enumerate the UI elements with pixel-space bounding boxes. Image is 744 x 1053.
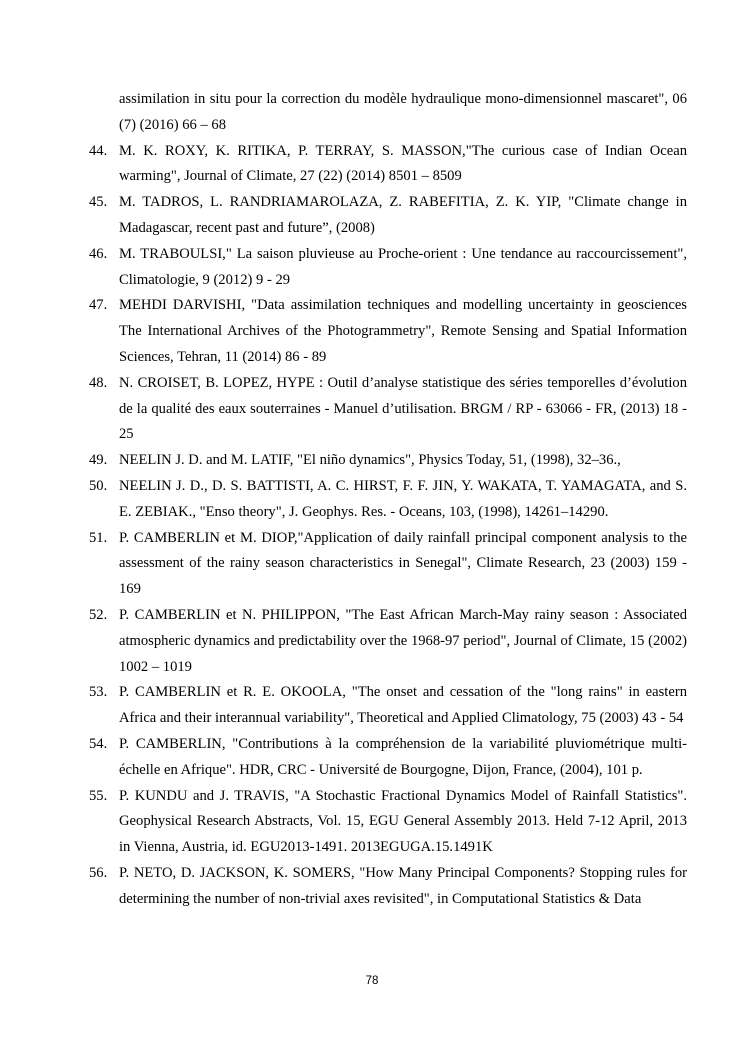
- reference-item-50: [89, 474, 687, 526]
- reference-text: MEHDI DARVISHI, "Data assimilation techniques and modelling uncertainty in geosciences The International Archives of the Photogrammetry", Remote Sensing and Spatial Information Sciences, Tehran, 11 (2014) 86 - 89: [119, 297, 687, 365]
- reference-item-53: [89, 680, 687, 732]
- reference-text: M. K. ROXY, K. RITIKA, P. TERRAY, S. MASSON,"The curious case of Indian Ocean warming", Journal of Climate, 27 (22) (2014) 8501 – 8509: [119, 142, 687, 185]
- reference-number: 49.: [89, 452, 108, 469]
- reference-text: P. KUNDU and J. TRAVIS, "A Stochastic Fractional Dynamics Model of Rainfall Statistics". Geophysical Research Abstracts, Vol. 15, EGU General Assembly 2013. Held 7-12 April, 2013 in Vienna, Austria, id. EGU2013-1491. 2013EGUGA.15.1491K: [119, 787, 687, 856]
- reference-item-52: [89, 603, 687, 680]
- reference-text: P. CAMBERLIN et N. PHILIPPON, "The East African March-May rainy season : Associated atmospheric dynamics and predictability over the 1968-97 period", Journal of Climate, 15 (2002) 1002 – 1019: [119, 606, 687, 675]
- reference-number: 45.: [89, 194, 108, 211]
- reference-text: M. TRABOULSI," La saison pluvieuse au Proche-orient : Une tendance au raccourcissement", Climatologie, 9 (2012) 9 - 29: [119, 245, 687, 288]
- reference-number: 55.: [89, 787, 108, 804]
- reference-item-49: [89, 448, 687, 474]
- reference-list: [89, 87, 687, 913]
- reference-item-47: [89, 293, 687, 370]
- reference-item-56: [89, 861, 687, 913]
- reference-text: P. CAMBERLIN et M. DIOP,"Application of daily rainfall principal component analysis to the assessment of the rainy season characteristics in Senegal", Climate Research, 23 (2003) 159 - 169: [119, 529, 687, 598]
- reference-item-55: [89, 784, 687, 861]
- reference-number: 48.: [89, 374, 108, 391]
- reference-number: 53.: [89, 684, 108, 701]
- reference-item-54: [89, 732, 687, 784]
- reference-text: P. CAMBERLIN, "Contributions à la compréhension de la variabilité pluviométrique multi-échelle en Afrique". HDR, CRC - Université de Bourgogne, Dijon, France, (2004), 101 p.: [119, 735, 687, 778]
- reference-number: 56.: [89, 864, 108, 881]
- reference-number: 52.: [89, 606, 108, 623]
- reference-item-48: [89, 371, 687, 448]
- reference-continuation: [89, 87, 687, 139]
- reference-text: NEELIN J. D., D. S. BATTISTI, A. C. HIRST, F. F. JIN, Y. WAKATA, T. YAMAGATA, and S. E. ZEBIAK., "Enso theory", J. Geophys. Res. - Oceans, 103, (1998), 14261–14290.: [119, 477, 687, 520]
- reference-number: 51.: [89, 529, 108, 546]
- reference-text: assimilation in situ pour la correction du modèle hydraulique mono-dimensionnel mascaret", 06 (7) (2016) 66 – 68: [119, 91, 687, 133]
- reference-text: NEELIN J. D. and M. LATIF, "El niño dynamics", Physics Today, 51, (1998), 32–36.,: [119, 452, 621, 469]
- page-number: 78: [365, 975, 379, 987]
- reference-item-45: [89, 190, 687, 242]
- reference-text: P. CAMBERLIN et R. E. OKOOLA, "The onset and cessation of the "long rains" in eastern Africa and their interannual variability", Theoretical and Applied Climatology, 75 (2003) 43 - 54: [119, 684, 687, 727]
- reference-text: M. TADROS, L. RANDRIAMAROLAZA, Z. RABEFITIA, Z. K. YIP, "Climate change in Madagascar, recent past and future”, (2008): [119, 194, 687, 236]
- reference-number: 44.: [89, 142, 108, 159]
- reference-number: 54.: [89, 735, 108, 752]
- reference-text: P. NETO, D. JACKSON, K. SOMERS, "How Many Principal Components? Stopping rules for determining the number of non-trivial axes revisited", in Computational Statistics & Data: [119, 864, 687, 907]
- reference-item-46: [89, 242, 687, 294]
- reference-item-51: [89, 526, 687, 603]
- reference-number: 47.: [89, 297, 108, 314]
- reference-text: N. CROISET, B. LOPEZ, HYPE : Outil d’analyse statistique des séries temporelles d’évolution de la qualité des eaux souterraines - Manuel d’utilisation. BRGM / RP - 63066 - FR, (2013) 18 - 25: [119, 374, 687, 443]
- reference-number: 50.: [89, 477, 108, 494]
- reference-item-44: [89, 139, 687, 191]
- reference-number: 46.: [89, 245, 108, 262]
